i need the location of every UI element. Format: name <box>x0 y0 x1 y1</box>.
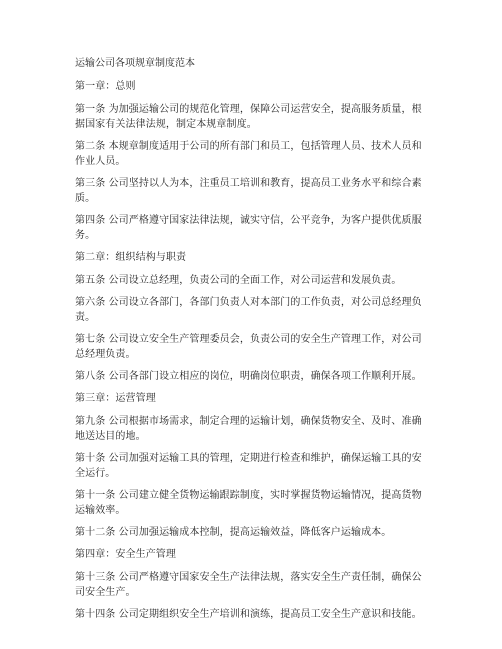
article-14: 第十四条 公司定期组织安全生产培训和演练，提高员工安全生产意识和技能。 <box>75 609 422 620</box>
document-title: 运输公司各项规章制度范本 <box>75 58 195 69</box>
article-13: 第十三条 公司严格遵守国家安全生产法律法规，落实安全生产责任制，确保公司安全生产。 <box>75 572 422 598</box>
article-6: 第六条 公司设立各部门，各部门负责人对本部门的工作负责，对公司总经理负责。 <box>75 297 422 323</box>
article-1: 第一条 为加强运输公司的规范化管理，保障公司运营安全，提高服务质量，根据国家有关法律法规，制定本规章制度。 <box>75 104 422 130</box>
article-9: 第九条 公司根据市场需求，制定合理的运输计划，确保货物安全、及时、准确地送达目的地。 <box>75 416 422 442</box>
chapter-heading-4: 第四章：安全生产管理 <box>75 549 176 560</box>
article-2: 第二条 本规章制度适用于公司的所有部门和员工，包括管理人员、技术人员和作业人员。 <box>75 141 422 167</box>
chapter-heading-3: 第三章：运营管理 <box>75 393 156 404</box>
article-4: 第四条 公司严格遵守国家法律法规，诚实守信，公平竞争，为客户提供优质服务。 <box>75 215 422 241</box>
chapter-heading-1: 第一章：总则 <box>75 81 136 92</box>
article-8: 第八条 公司各部门设立相应的岗位，明确岗位职责，确保各项工作顺利开展。 <box>75 371 422 382</box>
article-7: 第七条 公司设立安全生产管理委员会，负责公司的安全生产管理工作，对公司总经理负责。 <box>75 334 422 360</box>
article-11: 第十一条 公司建立健全货物运输跟踪制度，实时掌握货物运输情况，提高货物运输效率。 <box>75 490 422 516</box>
article-12: 第十二条 公司加强运输成本控制，提高运输效益，降低客户运输成本。 <box>75 527 392 538</box>
article-10: 第十条 公司加强对运输工具的管理，定期进行检查和维护，确保运输工具的安全运行。 <box>75 453 422 479</box>
article-3: 第三条 公司坚持以人为本，注重员工培训和教育，提高员工业务水平和综合素质。 <box>75 178 422 204</box>
chapter-heading-2: 第二章：组织结构与职责 <box>75 252 187 263</box>
article-5: 第五条 公司设立总经理，负责公司的全面工作，对公司运营和发展负责。 <box>75 275 402 286</box>
